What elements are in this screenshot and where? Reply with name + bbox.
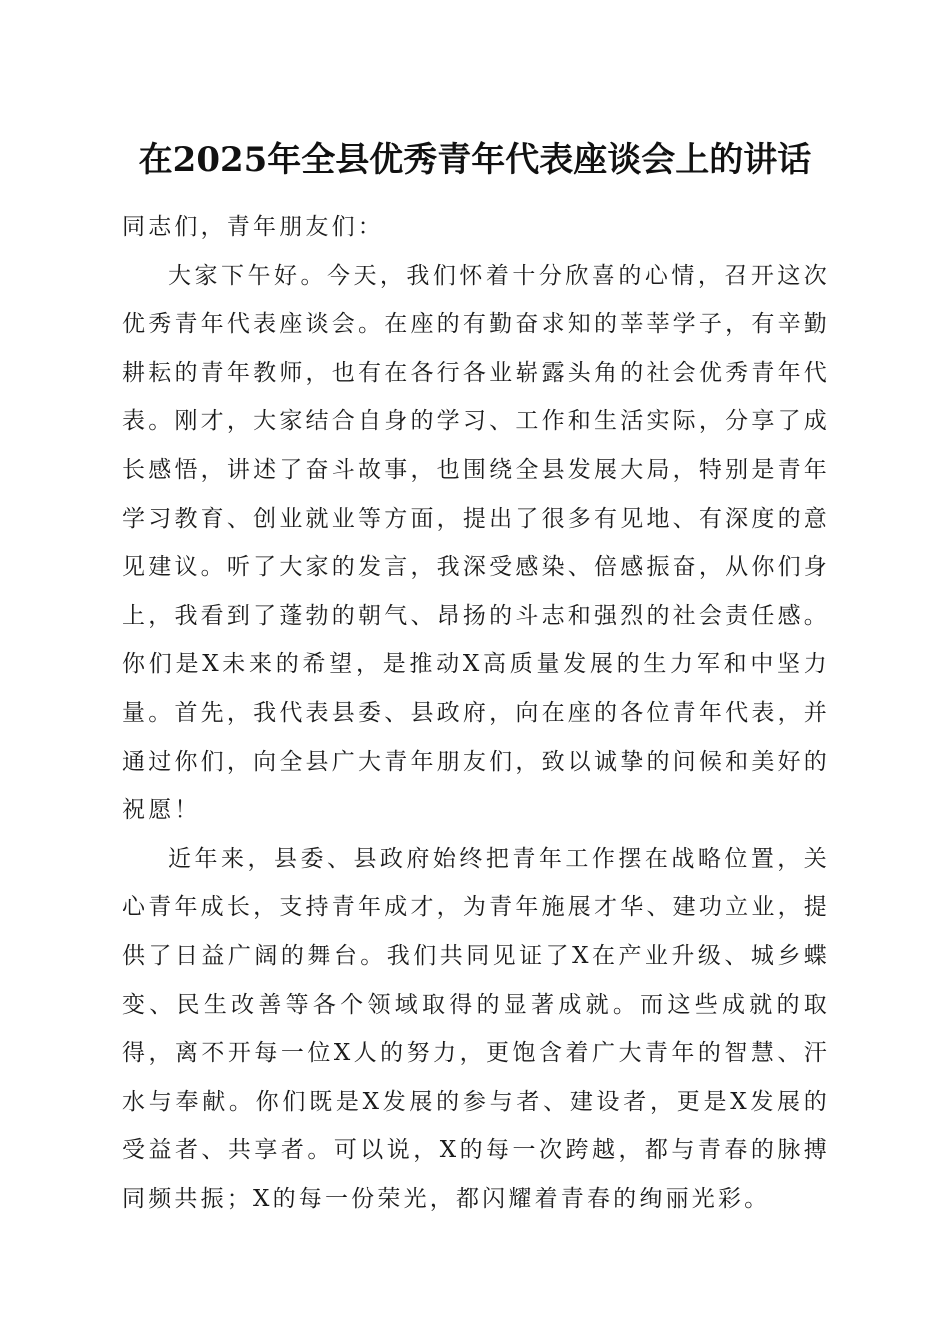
salutation: 同志们，青年朋友们： bbox=[122, 214, 384, 240]
paragraph-1: 大家下午好。今天，我们怀着十分欣喜的心情，召开这次优秀青年代表座谈会。在座的有勤奋求知的莘莘学子，有辛勤耕耘的青年教师，也有在各行各业崭露头角的社会优秀青年代表。刚才，大家结合自身的学习、工作和生活实际，分享了成长感悟，讲述了奋斗故事，也围绕全县发展大局，特别是青年学习教育、创业就业等方面，提出了很多有见地、有深度的意见建议。听了大家的发言，我深受感染、倍感振奋，从你们身上，我看到了蓬勃的朝气、昂扬的斗志和强烈的社会责任感。你们是X未来的希望，是推动X高质量发展的生力军和中坚力量。首先，我代表县委、县政府，向在座的各位青年代表，并通过你们，向全县广大青年朋友们，致以诚挚的问候和美好的祝愿！ bbox=[122, 262, 830, 824]
document-title: 在2025年全县优秀青年代表座谈会上的讲话 bbox=[138, 140, 812, 180]
paragraph-2: 近年来，县委、县政府始终把青年工作摆在战略位置，关心青年成长，支持青年成才，为青年施展才华、建功立业，提供了日益广阔的舞台。我们共同见证了X在产业升级、城乡蝶变、民生改善等各个领域取得的显著成就。而这些成就的取得，离不开每一位X人的努力，更饱含着广大青年的智慧、汗水与奉献。你们既是X发展的参与者、建设者，更是X发展的受益者、共享者。可以说，X的每一次跨越，都与青春的脉搏同频共振；X的每一份荣光，都闪耀着青春的绚丽光彩。 bbox=[122, 845, 830, 1212]
document-body bbox=[122, 203, 830, 1223]
